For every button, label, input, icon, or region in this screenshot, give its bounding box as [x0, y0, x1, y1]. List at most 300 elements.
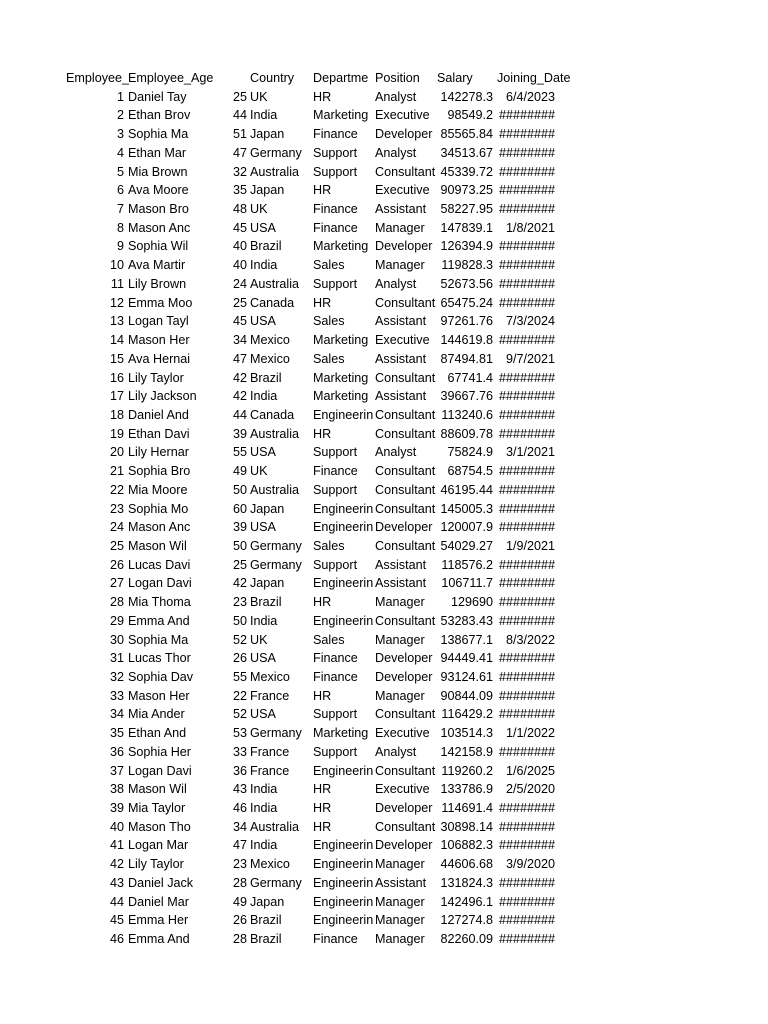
- cell-joining-date[interactable]: ########: [498, 164, 555, 179]
- cell-position[interactable]: Manager: [375, 932, 425, 947]
- cell-age[interactable]: 26: [232, 913, 247, 928]
- cell-employee-id[interactable]: 29: [109, 613, 124, 628]
- cell-salary[interactable]: 106882.3: [440, 838, 493, 853]
- cell-employee-name[interactable]: Logan Davi: [128, 576, 192, 591]
- cell-age[interactable]: 60: [232, 501, 247, 516]
- cell-department[interactable]: Engineerin: [313, 407, 374, 422]
- cell-department[interactable]: HR: [313, 688, 332, 703]
- cell-age[interactable]: 53: [232, 726, 247, 741]
- cell-employee-name[interactable]: Mia Taylor: [128, 801, 186, 816]
- cell-position[interactable]: Manager: [375, 220, 425, 235]
- cell-employee-id[interactable]: 41: [109, 838, 124, 853]
- cell-joining-date[interactable]: ########: [498, 482, 555, 497]
- cell-salary[interactable]: 30898.14: [440, 819, 493, 834]
- cell-country[interactable]: USA: [250, 520, 276, 535]
- cell-age[interactable]: 49: [232, 464, 247, 479]
- cell-position[interactable]: Executive: [375, 183, 430, 198]
- cell-joining-date[interactable]: ########: [498, 557, 555, 572]
- header-department[interactable]: Departme: [313, 71, 369, 85]
- cell-employee-name[interactable]: Lucas Davi: [128, 557, 191, 572]
- cell-department[interactable]: Sales: [313, 538, 345, 553]
- cell-employee-id[interactable]: 38: [109, 782, 124, 797]
- cell-employee-id[interactable]: 7: [116, 202, 124, 217]
- cell-country[interactable]: India: [250, 838, 278, 853]
- cell-salary[interactable]: 133786.9: [440, 782, 493, 797]
- cell-age[interactable]: 28: [232, 875, 247, 890]
- cell-department[interactable]: Finance: [313, 651, 358, 666]
- cell-joining-date[interactable]: ########: [498, 258, 555, 273]
- cell-country[interactable]: Japan: [250, 501, 285, 516]
- cell-position[interactable]: Developer: [375, 838, 433, 853]
- cell-salary[interactable]: 131824.3: [440, 875, 493, 890]
- cell-employee-name[interactable]: Lily Jackson: [128, 389, 197, 404]
- cell-joining-date[interactable]: ########: [498, 819, 555, 834]
- cell-employee-name[interactable]: Emma Her: [128, 913, 189, 928]
- cell-employee-name[interactable]: Mason Her: [128, 688, 190, 703]
- cell-employee-id[interactable]: 36: [109, 744, 124, 759]
- cell-age[interactable]: 42: [232, 389, 247, 404]
- cell-country[interactable]: Germany: [250, 538, 302, 553]
- cell-country[interactable]: France: [250, 744, 290, 759]
- cell-department[interactable]: Marketing: [313, 726, 369, 741]
- cell-salary[interactable]: 90973.25: [440, 183, 493, 198]
- cell-joining-date[interactable]: ########: [498, 202, 555, 217]
- cell-joining-date[interactable]: ########: [498, 183, 555, 198]
- cell-age[interactable]: 50: [232, 613, 247, 628]
- cell-position[interactable]: Manager: [375, 894, 425, 909]
- cell-joining-date[interactable]: ########: [498, 520, 555, 535]
- cell-age[interactable]: 26: [232, 651, 247, 666]
- cell-salary[interactable]: 67741.4: [447, 370, 493, 385]
- cell-employee-name[interactable]: Sophia Ma: [128, 127, 189, 142]
- cell-position[interactable]: Assistant: [375, 351, 427, 366]
- cell-country[interactable]: USA: [250, 707, 276, 722]
- cell-joining-date[interactable]: ########: [498, 464, 555, 479]
- cell-position[interactable]: Manager: [375, 913, 425, 928]
- cell-department[interactable]: HR: [313, 183, 332, 198]
- cell-salary[interactable]: 127274.8: [440, 913, 493, 928]
- cell-employee-id[interactable]: 30: [109, 632, 124, 647]
- cell-department[interactable]: Engineerin: [313, 857, 374, 872]
- cell-country[interactable]: USA: [250, 220, 276, 235]
- cell-employee-name[interactable]: Logan Mar: [128, 838, 189, 853]
- cell-department[interactable]: Engineerin: [313, 875, 374, 890]
- header-country[interactable]: Country: [250, 71, 295, 85]
- cell-salary[interactable]: 75824.9: [447, 445, 493, 460]
- cell-employee-id[interactable]: 16: [109, 370, 124, 385]
- cell-salary[interactable]: 39667.76: [440, 389, 493, 404]
- cell-department[interactable]: HR: [313, 782, 332, 797]
- cell-employee-name[interactable]: Ava Hernai: [128, 351, 191, 366]
- cell-country[interactable]: UK: [250, 202, 268, 217]
- cell-position[interactable]: Consultant: [375, 407, 436, 422]
- cell-department[interactable]: Engineerin: [313, 913, 374, 928]
- cell-joining-date[interactable]: ########: [498, 295, 555, 310]
- cell-employee-id[interactable]: 33: [109, 688, 124, 703]
- cell-position[interactable]: Developer: [375, 670, 433, 684]
- cell-employee-id[interactable]: 26: [109, 557, 124, 572]
- cell-salary[interactable]: 126394.9: [440, 239, 493, 254]
- cell-salary[interactable]: 98549.2: [447, 108, 493, 123]
- cell-age[interactable]: 28: [232, 932, 247, 947]
- cell-country[interactable]: Japan: [250, 894, 285, 909]
- cell-salary[interactable]: 88609.78: [440, 426, 493, 441]
- cell-department[interactable]: Sales: [313, 314, 345, 329]
- cell-country[interactable]: Australia: [250, 276, 299, 291]
- cell-salary[interactable]: 119828.3: [441, 258, 493, 273]
- cell-age[interactable]: 34: [232, 819, 247, 834]
- cell-country[interactable]: Japan: [250, 183, 285, 198]
- cell-employee-id[interactable]: 10: [109, 258, 124, 273]
- cell-country[interactable]: Brazil: [250, 913, 282, 928]
- cell-department[interactable]: Finance: [313, 202, 358, 217]
- cell-salary[interactable]: 145005.3: [440, 501, 493, 516]
- cell-employee-id[interactable]: 1: [116, 89, 124, 104]
- cell-position[interactable]: Consultant: [375, 164, 436, 179]
- cell-country[interactable]: Mexico: [250, 857, 290, 872]
- cell-position[interactable]: Developer: [375, 520, 433, 535]
- header-joining-date[interactable]: Joining_Date: [497, 71, 571, 85]
- cell-joining-date[interactable]: 8/3/2022: [505, 632, 555, 647]
- cell-position[interactable]: Developer: [375, 651, 433, 666]
- cell-department[interactable]: Support: [313, 744, 358, 759]
- cell-employee-name[interactable]: Sophia Ma: [128, 632, 189, 647]
- cell-employee-id[interactable]: 25: [109, 538, 124, 553]
- cell-joining-date[interactable]: ########: [498, 932, 555, 947]
- cell-position[interactable]: Executive: [375, 333, 430, 348]
- cell-employee-id[interactable]: 24: [109, 520, 124, 535]
- cell-salary[interactable]: 85565.84: [440, 127, 493, 142]
- cell-salary[interactable]: 34513.67: [440, 145, 493, 160]
- cell-age[interactable]: 44: [232, 407, 247, 422]
- cell-position[interactable]: Assistant: [375, 202, 427, 217]
- cell-department[interactable]: Support: [313, 482, 358, 497]
- cell-salary[interactable]: 118576.2: [441, 557, 493, 572]
- cell-employee-name[interactable]: Sophia Dav: [128, 670, 194, 684]
- cell-salary[interactable]: 54029.27: [440, 538, 493, 553]
- cell-age[interactable]: 39: [232, 520, 247, 535]
- cell-country[interactable]: Mexico: [250, 670, 290, 684]
- cell-employee-id[interactable]: 8: [116, 220, 124, 235]
- cell-position[interactable]: Analyst: [375, 89, 417, 104]
- cell-department[interactable]: Finance: [313, 220, 358, 235]
- cell-position[interactable]: Consultant: [375, 482, 436, 497]
- cell-position[interactable]: Executive: [375, 726, 430, 741]
- cell-salary[interactable]: 129690: [450, 595, 493, 610]
- cell-joining-date[interactable]: ########: [498, 239, 555, 254]
- cell-salary[interactable]: 142278.3: [440, 89, 493, 104]
- cell-employee-id[interactable]: 27: [109, 576, 124, 591]
- cell-position[interactable]: Assistant: [375, 389, 427, 404]
- cell-employee-id[interactable]: 35: [109, 726, 124, 741]
- cell-department[interactable]: Engineerin: [313, 576, 374, 591]
- cell-department[interactable]: Marketing: [313, 389, 369, 404]
- cell-department[interactable]: Support: [313, 707, 358, 722]
- cell-position[interactable]: Consultant: [375, 501, 436, 516]
- cell-country[interactable]: France: [250, 763, 290, 778]
- cell-department[interactable]: HR: [313, 819, 332, 834]
- cell-joining-date[interactable]: ########: [498, 875, 555, 890]
- cell-employee-id[interactable]: 23: [109, 501, 124, 516]
- cell-joining-date[interactable]: ########: [498, 894, 555, 909]
- cell-joining-date[interactable]: 7/3/2024: [505, 314, 555, 329]
- cell-position[interactable]: Manager: [375, 258, 425, 273]
- cell-department[interactable]: Engineerin: [313, 501, 374, 516]
- cell-country[interactable]: India: [250, 389, 278, 404]
- cell-age[interactable]: 47: [232, 838, 247, 853]
- cell-country[interactable]: Mexico: [250, 333, 290, 348]
- cell-employee-id[interactable]: 2: [116, 108, 124, 123]
- cell-department[interactable]: Marketing: [313, 108, 369, 123]
- cell-age[interactable]: 35: [232, 183, 247, 198]
- cell-employee-id[interactable]: 39: [109, 801, 124, 816]
- cell-employee-id[interactable]: 4: [116, 145, 124, 160]
- cell-country[interactable]: Canada: [250, 295, 295, 310]
- cell-salary[interactable]: 52673.56: [440, 276, 493, 291]
- cell-age[interactable]: 47: [232, 145, 247, 160]
- cell-employee-name[interactable]: Lily Taylor: [128, 370, 184, 385]
- cell-country[interactable]: Brazil: [250, 932, 282, 947]
- cell-age[interactable]: 44: [232, 108, 247, 123]
- cell-country[interactable]: Brazil: [250, 239, 282, 254]
- cell-joining-date[interactable]: ########: [498, 613, 555, 628]
- cell-employee-name[interactable]: Emma And: [128, 932, 190, 947]
- cell-employee-id[interactable]: 19: [109, 426, 124, 441]
- cell-department[interactable]: Sales: [313, 632, 345, 647]
- cell-salary[interactable]: 97261.76: [440, 314, 493, 329]
- cell-employee-id[interactable]: 14: [109, 333, 124, 348]
- cell-department[interactable]: HR: [313, 295, 332, 310]
- cell-salary[interactable]: 138677.1: [440, 632, 493, 647]
- cell-employee-name[interactable]: Mason Tho: [128, 819, 191, 834]
- cell-employee-name[interactable]: Mason Anc: [128, 520, 191, 535]
- cell-employee-name[interactable]: Daniel Tay: [128, 89, 187, 104]
- cell-salary[interactable]: 113240.6: [441, 407, 493, 422]
- cell-employee-name[interactable]: Sophia Her: [128, 744, 192, 759]
- cell-age[interactable]: 36: [232, 763, 247, 778]
- cell-position[interactable]: Developer: [375, 127, 433, 142]
- cell-salary[interactable]: 58227.95: [440, 202, 493, 217]
- cell-employee-id[interactable]: 44: [109, 894, 124, 909]
- cell-employee-name[interactable]: Mason Her: [128, 333, 190, 348]
- cell-age[interactable]: 48: [232, 202, 247, 217]
- cell-position[interactable]: Consultant: [375, 613, 436, 628]
- cell-department[interactable]: Sales: [313, 258, 345, 273]
- cell-position[interactable]: Consultant: [375, 538, 436, 553]
- cell-position[interactable]: Assistant: [375, 314, 427, 329]
- cell-salary[interactable]: 90844.09: [440, 688, 493, 703]
- cell-employee-name[interactable]: Ethan Brov: [128, 108, 191, 123]
- cell-department[interactable]: Finance: [313, 670, 358, 684]
- cell-department[interactable]: Support: [313, 557, 358, 572]
- cell-age[interactable]: 50: [232, 482, 247, 497]
- cell-department[interactable]: HR: [313, 89, 332, 104]
- cell-country[interactable]: France: [250, 688, 290, 703]
- cell-employee-id[interactable]: 37: [109, 763, 124, 778]
- cell-country[interactable]: Mexico: [250, 351, 290, 366]
- cell-country[interactable]: Germany: [250, 557, 302, 572]
- cell-department[interactable]: Finance: [313, 464, 358, 479]
- cell-employee-name[interactable]: Mia Moore: [128, 482, 188, 497]
- cell-employee-name[interactable]: Lily Brown: [128, 276, 187, 291]
- cell-country[interactable]: India: [250, 258, 278, 273]
- cell-age[interactable]: 51: [232, 127, 247, 142]
- cell-employee-name[interactable]: Emma And: [128, 613, 190, 628]
- cell-employee-name[interactable]: Ava Martir: [128, 258, 186, 273]
- cell-age[interactable]: 33: [232, 744, 247, 759]
- cell-country[interactable]: UK: [250, 89, 268, 104]
- cell-salary[interactable]: 116429.2: [441, 707, 493, 722]
- cell-salary[interactable]: 94449.41: [440, 651, 493, 666]
- cell-position[interactable]: Analyst: [375, 145, 417, 160]
- cell-joining-date[interactable]: ########: [498, 670, 555, 684]
- cell-department[interactable]: Marketing: [313, 239, 369, 254]
- cell-position[interactable]: Consultant: [375, 763, 436, 778]
- cell-position[interactable]: Assistant: [375, 576, 427, 591]
- cell-employee-name[interactable]: Mason Anc: [128, 220, 191, 235]
- cell-joining-date[interactable]: ########: [498, 576, 555, 591]
- cell-salary[interactable]: 147839.1: [440, 220, 493, 235]
- cell-position[interactable]: Executive: [375, 108, 430, 123]
- cell-joining-date[interactable]: 1/1/2022: [505, 726, 555, 741]
- cell-position[interactable]: Manager: [375, 632, 425, 647]
- cell-department[interactable]: Support: [313, 276, 358, 291]
- cell-employee-name[interactable]: Ethan Davi: [128, 426, 190, 441]
- cell-joining-date[interactable]: ########: [498, 389, 555, 404]
- header-age[interactable]: [187, 69, 247, 88]
- cell-age[interactable]: 45: [232, 314, 247, 329]
- cell-joining-date[interactable]: 3/1/2021: [505, 445, 555, 460]
- cell-salary[interactable]: 44606.68: [440, 857, 493, 872]
- cell-employee-name[interactable]: Sophia Mo: [128, 501, 189, 516]
- cell-position[interactable]: Manager: [375, 595, 425, 610]
- cell-age[interactable]: 32: [232, 164, 247, 179]
- cell-salary[interactable]: 114691.4: [441, 801, 493, 816]
- header-employee-id[interactable]: Employee_: [66, 71, 130, 85]
- cell-age[interactable]: 55: [232, 445, 247, 460]
- cell-joining-date[interactable]: ########: [498, 127, 555, 142]
- cell-employee-id[interactable]: 20: [109, 445, 124, 460]
- cell-joining-date[interactable]: ########: [498, 407, 555, 422]
- cell-joining-date[interactable]: ########: [498, 838, 555, 853]
- cell-employee-name[interactable]: Daniel Mar: [128, 894, 189, 909]
- cell-country[interactable]: Australia: [250, 164, 299, 179]
- cell-employee-id[interactable]: 18: [109, 407, 124, 422]
- cell-position[interactable]: Consultant: [375, 819, 436, 834]
- cell-salary[interactable]: 53283.43: [440, 613, 493, 628]
- cell-age[interactable]: 23: [232, 857, 247, 872]
- cell-age[interactable]: 49: [232, 894, 247, 909]
- cell-country[interactable]: India: [250, 613, 278, 628]
- cell-department[interactable]: Support: [313, 164, 358, 179]
- cell-country[interactable]: Germany: [250, 726, 302, 741]
- cell-position[interactable]: Analyst: [375, 744, 417, 759]
- cell-employee-id[interactable]: 46: [109, 932, 124, 947]
- cell-employee-id[interactable]: 21: [109, 464, 124, 479]
- cell-age[interactable]: 40: [232, 258, 247, 273]
- cell-employee-id[interactable]: 45: [109, 913, 124, 928]
- cell-joining-date[interactable]: ########: [498, 707, 555, 722]
- cell-country[interactable]: India: [250, 801, 278, 816]
- cell-position[interactable]: Consultant: [375, 370, 436, 385]
- cell-employee-id[interactable]: 6: [116, 183, 124, 198]
- cell-employee-name[interactable]: Daniel Jack: [128, 875, 194, 890]
- cell-salary[interactable]: 45339.72: [440, 164, 493, 179]
- cell-employee-id[interactable]: 32: [109, 670, 124, 684]
- cell-employee-name[interactable]: Sophia Bro: [128, 464, 191, 479]
- cell-employee-name[interactable]: Mason Bro: [128, 202, 189, 217]
- cell-employee-id[interactable]: 11: [110, 276, 124, 291]
- cell-salary[interactable]: 142158.9: [440, 744, 493, 759]
- cell-salary[interactable]: 68754.5: [447, 464, 493, 479]
- cell-employee-name[interactable]: Sophia Wil: [128, 239, 189, 254]
- cell-employee-id[interactable]: 40: [109, 819, 124, 834]
- cell-employee-name[interactable]: Mia Thoma: [128, 595, 191, 610]
- cell-department[interactable]: Finance: [313, 127, 358, 142]
- cell-age[interactable]: 46: [232, 801, 247, 816]
- cell-country[interactable]: Brazil: [250, 370, 282, 385]
- cell-employee-id[interactable]: 17: [109, 389, 124, 404]
- cell-employee-name[interactable]: Mia Ander: [128, 707, 185, 722]
- cell-position[interactable]: Analyst: [375, 445, 417, 460]
- cell-department[interactable]: HR: [313, 426, 332, 441]
- cell-position[interactable]: Consultant: [375, 426, 436, 441]
- cell-position[interactable]: Assistant: [375, 875, 427, 890]
- cell-joining-date[interactable]: 3/9/2020: [505, 857, 555, 872]
- cell-salary[interactable]: 87494.81: [440, 351, 493, 366]
- cell-position[interactable]: Consultant: [375, 295, 436, 310]
- cell-employee-name[interactable]: Mason Wil: [128, 538, 187, 553]
- cell-position[interactable]: Consultant: [375, 707, 436, 722]
- cell-employee-name[interactable]: Daniel And: [128, 407, 189, 422]
- cell-country[interactable]: Australia: [250, 819, 299, 834]
- cell-employee-name[interactable]: Ethan Mar: [128, 145, 187, 160]
- cell-joining-date[interactable]: ########: [498, 145, 555, 160]
- cell-employee-id[interactable]: 13: [109, 314, 124, 329]
- cell-department[interactable]: Engineerin: [313, 613, 374, 628]
- cell-department[interactable]: Marketing: [313, 333, 369, 348]
- cell-joining-date[interactable]: 9/7/2021: [505, 351, 555, 366]
- cell-age[interactable]: 23: [232, 595, 247, 610]
- cell-employee-id[interactable]: 22: [109, 482, 124, 497]
- header-salary[interactable]: Salary: [437, 71, 473, 85]
- cell-employee-id[interactable]: 43: [109, 875, 124, 890]
- cell-salary[interactable]: 142496.1: [440, 894, 493, 909]
- cell-age[interactable]: 45: [232, 220, 247, 235]
- cell-salary[interactable]: 93124.61: [440, 670, 493, 684]
- cell-department[interactable]: Support: [313, 145, 358, 160]
- cell-country[interactable]: USA: [250, 445, 276, 460]
- cell-department[interactable]: HR: [313, 801, 332, 816]
- cell-age[interactable]: 42: [232, 370, 247, 385]
- cell-age[interactable]: 52: [232, 632, 247, 647]
- cell-joining-date[interactable]: ########: [498, 276, 555, 291]
- cell-joining-date[interactable]: 1/9/2021: [505, 538, 555, 553]
- cell-employee-name[interactable]: Emma Moo: [128, 295, 193, 310]
- cell-employee-name[interactable]: Lily Hernar: [128, 445, 189, 460]
- cell-joining-date[interactable]: ########: [498, 913, 555, 928]
- cell-age[interactable]: 34: [232, 333, 247, 348]
- cell-joining-date[interactable]: ########: [498, 744, 555, 759]
- cell-country[interactable]: UK: [250, 632, 268, 647]
- cell-country[interactable]: Brazil: [250, 595, 282, 610]
- header-employee-name[interactable]: Employee_Age: [128, 71, 214, 85]
- cell-employee-name[interactable]: Ethan And: [128, 726, 187, 741]
- cell-country[interactable]: India: [250, 782, 278, 797]
- cell-employee-id[interactable]: 15: [109, 351, 124, 366]
- cell-salary[interactable]: 120007.9: [440, 520, 493, 535]
- cell-age[interactable]: 55: [232, 670, 247, 684]
